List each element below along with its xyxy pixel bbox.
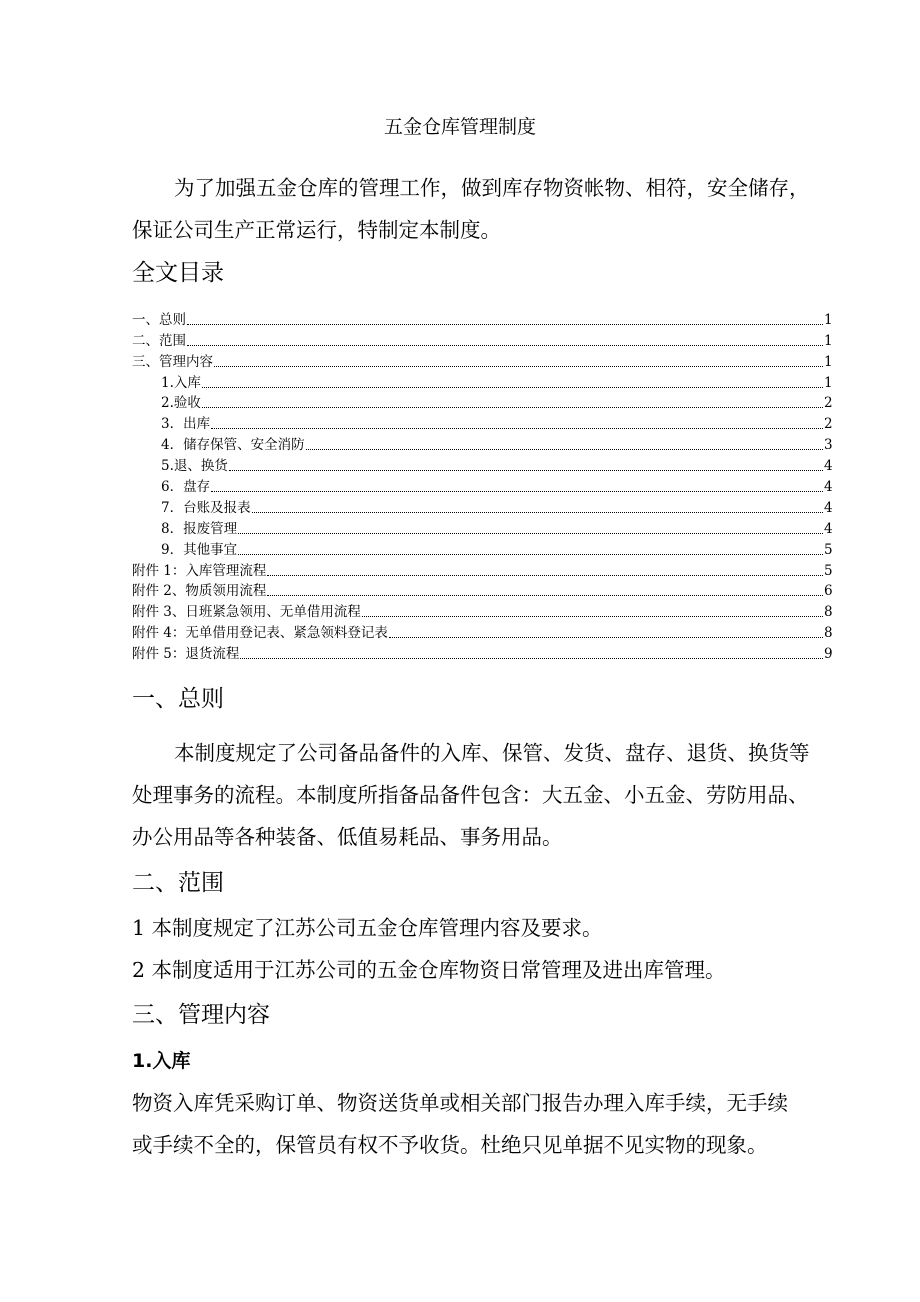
toc-leader-dots — [211, 427, 823, 429]
toc-entry-page: 4 — [824, 479, 833, 496]
toc-entry-page: 6 — [824, 583, 833, 600]
intro-paragraph — [132, 167, 832, 251]
toc-leader-dots — [229, 469, 823, 471]
toc-entry-page: 8 — [824, 625, 833, 642]
toc-entry-label: 4．储存保管、安全消防 — [161, 437, 305, 454]
toc-entry[interactable] — [132, 392, 832, 413]
warehousing-paragraph — [132, 1082, 832, 1166]
toc-entry[interactable] — [132, 621, 832, 642]
toc-entry[interactable] — [132, 559, 832, 580]
toc-leader-dots — [187, 344, 823, 346]
toc-entry-page: 1 — [824, 332, 833, 349]
toc-leader-dots — [202, 406, 823, 408]
toc-entry[interactable] — [132, 454, 832, 475]
toc-entry[interactable] — [132, 538, 832, 559]
toc-entry[interactable] — [132, 496, 832, 517]
toc-entry[interactable] — [132, 350, 832, 371]
toc-entry-page: 5 — [824, 562, 833, 579]
toc-entry-label: 2.验收 — [161, 395, 201, 412]
toc-leader-dots — [187, 323, 823, 325]
toc-leader-dots — [214, 365, 823, 367]
toc-entry-page: 8 — [824, 604, 833, 621]
general-paragraph — [132, 732, 832, 858]
toc-entry[interactable] — [132, 308, 832, 329]
toc-heading: 全文目录 — [132, 260, 224, 286]
toc-entry-page: 4 — [824, 458, 833, 475]
toc-entry-label: 5.退、换货 — [161, 458, 228, 475]
warehousing-line-2: 或手续不全的，保管员有权不予收货。杜绝只见单据不见实物的现象。 — [132, 1133, 768, 1157]
table-of-contents — [132, 308, 832, 663]
toc-entry-label: 附件 5：退货流程 — [132, 646, 240, 663]
section-heading-management: 三、管理内容 — [132, 1002, 270, 1028]
toc-leader-dots — [267, 574, 823, 576]
toc-entry-label: 附件 4：无单借用登记表、紧急领料登记表 — [132, 625, 388, 642]
toc-entry[interactable] — [132, 371, 832, 392]
subsection-heading-warehousing: 1.入库 — [132, 1050, 191, 1072]
toc-entry-label: 7．台账及报表 — [161, 499, 251, 516]
toc-entry-label: 三、管理内容 — [132, 353, 213, 370]
toc-entry-label: 二、范围 — [132, 332, 186, 349]
toc-entry-page: 4 — [824, 520, 833, 537]
toc-entry[interactable] — [132, 329, 832, 350]
toc-leader-dots — [238, 553, 823, 555]
intro-line-2: 保证公司生产正常运行，特制定本制度。 — [132, 218, 501, 242]
toc-entry-page: 2 — [824, 395, 833, 412]
toc-entry-label: 一、总则 — [132, 311, 186, 328]
toc-entry-page: 2 — [824, 416, 833, 433]
toc-entry-page: 9 — [824, 646, 833, 663]
scope-item-2: 2 本制度适用于江苏公司的五金仓库物资日常管理及进出库管理。 — [132, 958, 726, 982]
toc-entry[interactable] — [132, 517, 832, 538]
scope-list — [132, 907, 832, 991]
warehousing-line-1: 物资入库凭采购订单、物资送货单或相关部门报告办理入库手续，无手续 — [132, 1091, 788, 1115]
toc-entry-page: 1 — [824, 311, 833, 328]
toc-entry[interactable] — [132, 600, 832, 621]
general-line-2: 处理事务的流程。本制度所指备品备件包含：大五金、小五金、劳防用品、 — [132, 783, 809, 807]
general-line-3: 办公用品等各种装备、低值易耗品、事务用品。 — [132, 825, 563, 849]
toc-leader-dots — [306, 448, 823, 450]
toc-entry-label: 附件 1：入库管理流程 — [132, 562, 267, 579]
toc-leader-dots — [362, 615, 823, 617]
toc-entry-page: 3 — [824, 437, 833, 454]
toc-entry-label: 9．其他事宜 — [161, 541, 238, 558]
toc-leader-dots — [202, 386, 823, 388]
toc-leader-dots — [252, 511, 823, 513]
toc-entry[interactable] — [132, 412, 832, 433]
scope-item-1: 1 本制度规定了江苏公司五金仓库管理内容及要求。 — [132, 916, 603, 940]
section-heading-general: 一、总则 — [132, 686, 224, 712]
toc-entry[interactable] — [132, 580, 832, 601]
toc-entry-label: 3．出库 — [161, 416, 211, 433]
toc-leader-dots — [240, 657, 823, 659]
toc-entry-label: 附件 2、物质领用流程 — [132, 583, 267, 600]
toc-leader-dots — [267, 594, 823, 596]
toc-entry-page: 4 — [824, 499, 833, 516]
toc-leader-dots — [238, 532, 823, 534]
section-heading-scope: 二、范围 — [132, 870, 224, 896]
toc-entry-label: 8．报废管理 — [161, 520, 238, 537]
toc-entry[interactable] — [132, 475, 832, 496]
document-title: 五金仓库管理制度 — [383, 116, 536, 138]
toc-entry-page: 1 — [824, 353, 833, 370]
toc-leader-dots — [211, 490, 823, 492]
toc-entry[interactable] — [132, 433, 832, 454]
toc-entry-label: 6．盘存 — [161, 479, 211, 496]
toc-leader-dots — [389, 636, 823, 638]
toc-entry[interactable] — [132, 642, 832, 663]
toc-entry-page: 5 — [824, 541, 833, 558]
general-line-1: 本制度规定了公司备品备件的入库、保管、发货、盘存、退货、换货等 — [174, 741, 810, 765]
toc-entry-label: 附件 3、日班紧急领用、无单借用流程 — [132, 604, 361, 621]
intro-line-1: 为了加强五金仓库的管理工作，做到库存物资帐物、相符，安全储存， — [174, 176, 810, 200]
toc-entry-page: 1 — [824, 374, 833, 391]
toc-entry-label: 1.入库 — [161, 374, 201, 391]
